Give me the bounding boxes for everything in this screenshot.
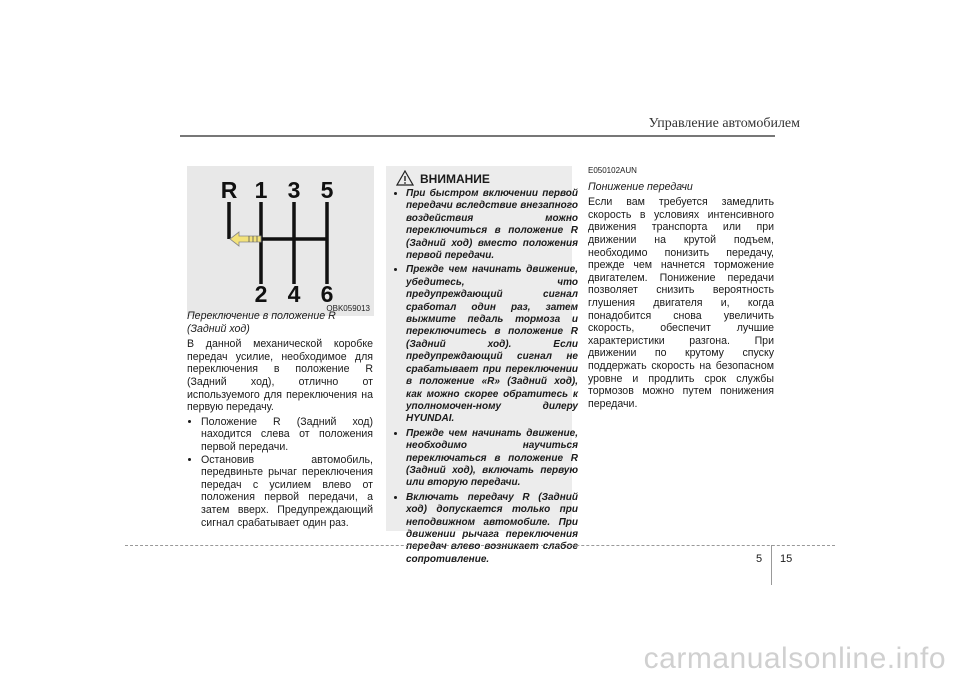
gear-label-3: 3 <box>287 177 301 203</box>
section-title-line1: Переключение в положение R <box>187 310 336 322</box>
list-item: • Остановив автомобиль, передвиньте рычаг переключения передач с усилием влево от положения первой передачи, а затем вверх. Предупреждающий сигнал срабатывает один раз. <box>201 454 373 530</box>
footer-rule <box>125 545 835 546</box>
downshift-paragraph: Если вам требуется замедлить скорость в условиях интенсивного движения транспорта или при движении на крутой подъем, необходимо понизить передачу, прежде чем начнется торможение двигателем. Понижение передачи позволяет снизить вероятность глушения двигателя и, когда понадобится снова увеличить скорость, обеспечит лучшие характеристики разгона. При движении по крутому спуску поддержать скорость на безопасном уровне и продлить срок службы тормозов можно путем понижения передачи. <box>588 196 774 410</box>
list-item: • Положение R (Задний ход) находится слева от положения первой передачи. <box>201 416 373 454</box>
reverse-bullets <box>187 416 373 529</box>
page-number: 15 <box>780 553 793 565</box>
right-column <box>588 165 774 412</box>
list-item: • Включать передачу R (Задний ход) допускается только при неподвижном автомобиле. При движении рычага переключения передач влево возникает слабое сопротивление. <box>406 492 578 566</box>
gear-pattern-graphic <box>187 166 374 316</box>
section-title-downshift: Понижение передачи <box>588 180 693 193</box>
left-column <box>187 310 373 529</box>
watermark: carmanualsonline.info <box>643 642 946 675</box>
gear-shift-diagram <box>187 166 374 316</box>
gear-label-2: 2 <box>254 281 268 307</box>
gear-label-5: 5 <box>320 177 334 203</box>
list-item: • Прежде чем начинать движение, убедитесь, что предупреждающий сигнал сработал один раз, затем выжмите педаль тормоза и переключитесь в положение R (Задний ход). Если предупреждающий сигнал не срабатывает при переключении в положение «R» (Задний ход), как можно скорее обратитесь к уполномочен-ному дилеру HYUNDAI. <box>406 264 578 425</box>
warning-heading <box>396 170 490 186</box>
warning-box <box>386 166 578 565</box>
figure-code: OBK059013 <box>326 304 370 313</box>
section-code: E050102AUN <box>588 166 637 175</box>
section-number: 5 <box>756 553 763 565</box>
gear-label-4: 4 <box>287 281 301 307</box>
reverse-paragraph: В данной механической коробке передач усилие, необходимое для переключения в положение R (Задний ход), отлично от используемого для переключения на первую передачу. <box>187 338 373 414</box>
section-title-line2: (Задний ход) <box>187 322 250 335</box>
yellow-arrow-icon <box>230 232 261 246</box>
gear-label-r: R <box>220 177 238 203</box>
list-item: • При быстром включении первой передачи вследствие внезапного воздействия можно переключиться в положение R (Задний ход) вместо положения первой передачи. <box>406 188 578 262</box>
warning-triangle-icon <box>396 170 414 186</box>
warning-list <box>394 188 578 568</box>
header-title: Управление автомобилем <box>648 116 800 131</box>
gear-label-1: 1 <box>254 177 268 203</box>
page-divider <box>771 545 772 585</box>
warning-heading-text: ВНИМАНИЕ <box>420 172 490 186</box>
gear-label-6: 6 <box>320 281 334 307</box>
list-item: • Прежде чем начинать движение, необходимо научиться переключаться в положение R (Задний ход), включать первую или вторую передачи. <box>406 428 578 490</box>
header-rule <box>180 135 775 137</box>
section-title-reverse <box>187 310 373 335</box>
